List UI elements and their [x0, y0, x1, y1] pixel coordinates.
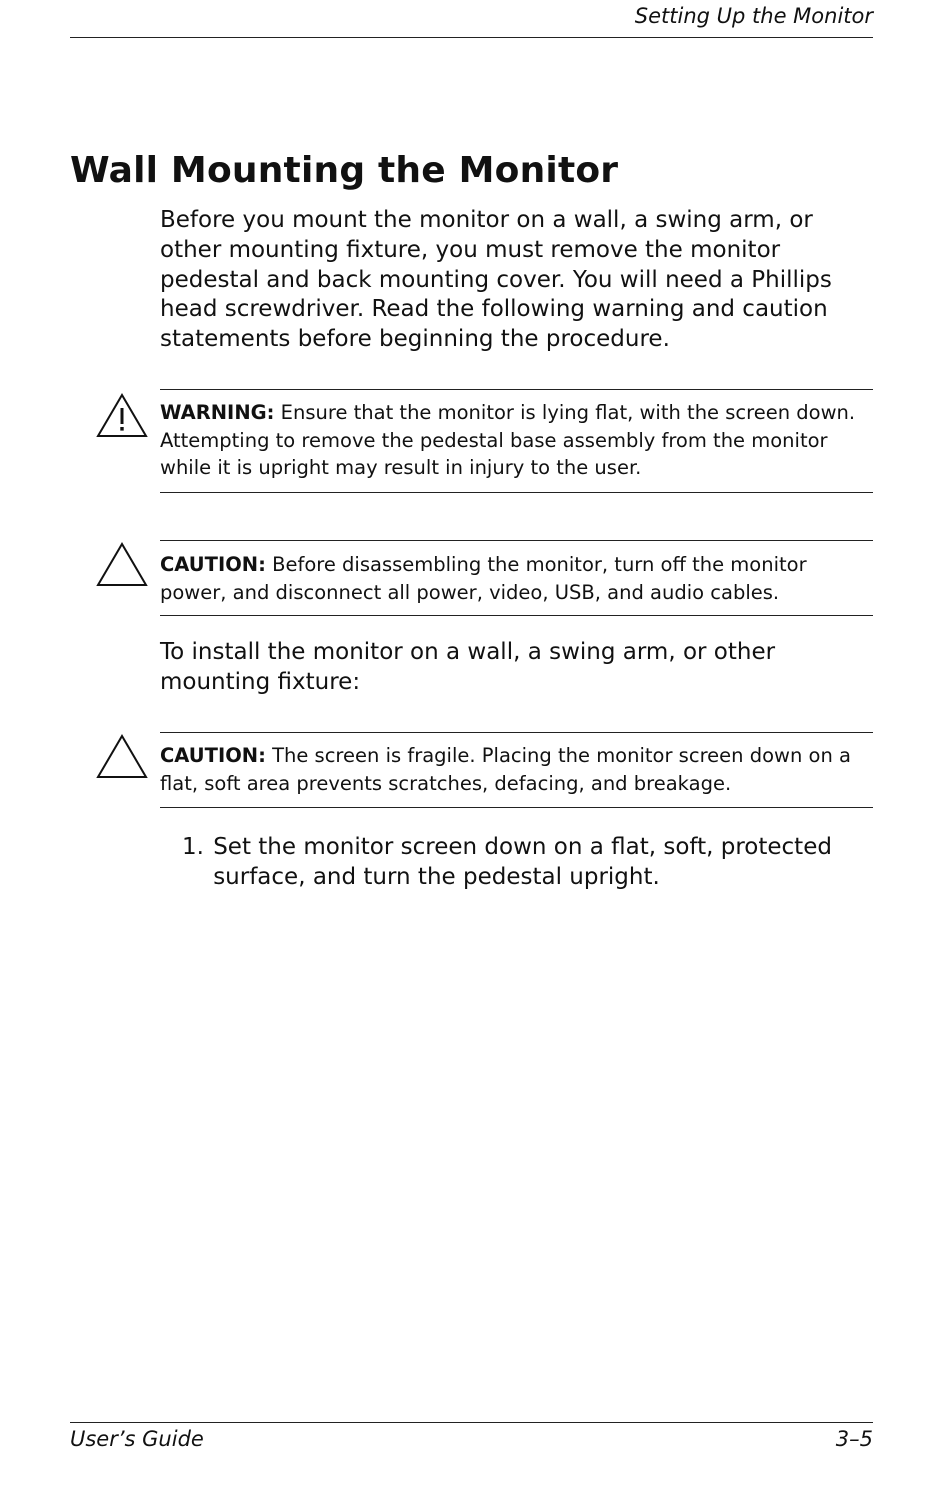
install-intro-paragraph: To install the monitor on a wall, a swing arm, or other mounting fixture: [160, 639, 776, 695]
step-item [160, 833, 880, 893]
running-header: Setting Up the Monitor [634, 4, 873, 28]
footer-guide-title: User’s Guide [70, 1427, 204, 1451]
page-number: 3–5 [835, 1427, 873, 1451]
header-rule [70, 37, 873, 38]
step-text: Set the monitor screen down on a flat, soft, protected surface, and turn the pedestal upright. [213, 834, 832, 890]
caution-notice-screen [160, 732, 873, 808]
warning-notice [160, 389, 873, 493]
caution-triangle-icon [96, 734, 148, 780]
warning-body: Ensure that the monitor is lying flat, with the screen down. Attempting to remove the pedestal base assembly from the monitor while it is upright may result in injury to the user. [160, 401, 856, 479]
warning-text [160, 399, 873, 482]
intro-paragraph: Before you mount the monitor on a wall, a swing arm, or other mounting fixture, you must remove the monitor pedestal and back mounting cover. You will need a Phillips head screwdriver. Read the following warning and caution statements before beginning the procedure. [160, 207, 832, 353]
footer-rule [70, 1422, 873, 1423]
caution-label: CAUTION: [160, 553, 266, 576]
section-heading: Wall Mounting the Monitor [70, 150, 619, 191]
caution-text [160, 551, 873, 606]
warning-triangle-icon [96, 393, 148, 439]
warning-label: WARNING: [160, 401, 275, 424]
step-number: 1. [182, 834, 204, 860]
caution-body: Before disassembling the monitor, turn off the monitor power, and disconnect all power, video, USB, and audio cables. [160, 553, 807, 604]
caution-notice-power [160, 540, 873, 616]
procedure-steps [160, 833, 880, 893]
caution-triangle-icon [96, 542, 148, 588]
caution-body: The screen is fragile. Placing the monitor screen down on a flat, soft area prevents scratches, defacing, and breakage. [160, 744, 851, 795]
caution-label: CAUTION: [160, 744, 266, 767]
caution-text [160, 742, 873, 797]
